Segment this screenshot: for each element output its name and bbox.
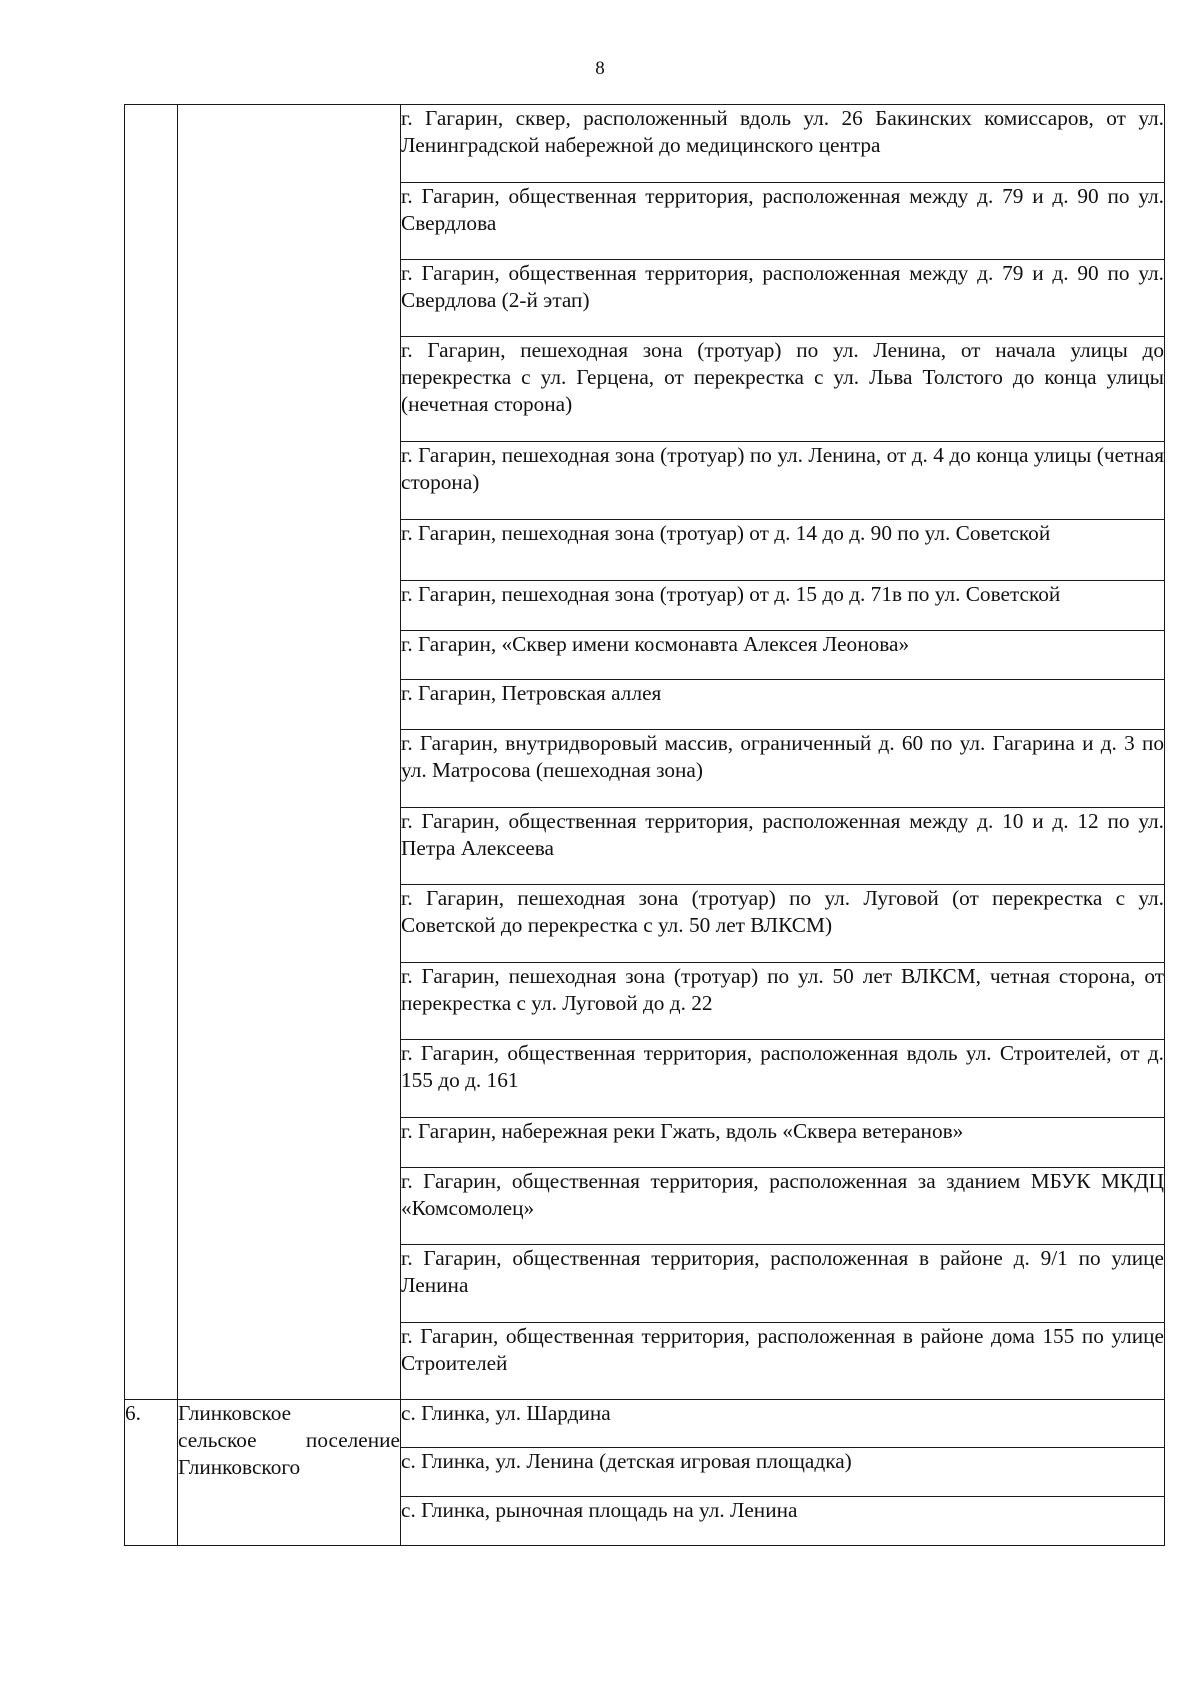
territory-cell: г. Гагарин, внутридворовый массив, ограниченный д. 60 по ул. Гагарина и д. 3 по ул. Матросова (пешеходная зона) — [401, 730, 1165, 808]
territory-cell: г. Гагарин, пешеходная зона (тротуар) от д. 15 до д. 71в по ул. Советской — [401, 581, 1165, 631]
settlement-cell — [178, 105, 401, 1400]
settlement-line: Глинковское — [178, 1401, 292, 1425]
territory-cell: г. Гагарин, пешеходная зона (тротуар) по ул. Ленина, от начала улицы до перекрестка с ул. Герцена, от перекрестка с ул. Льва Толстого до конца улицы (нечетная сторона) — [401, 337, 1165, 442]
territory-cell: г. Гагарин, общественная территория, расположенная в районе д. 9/1 по улице Ленина — [401, 1245, 1165, 1323]
territories-table — [124, 104, 1165, 1546]
territory-cell: г. Гагарин, пешеходная зона (тротуар) по ул. 50 лет ВЛКСМ, четная сторона, от перекрестка с ул. Луговой до д. 22 — [401, 963, 1165, 1040]
territory-cell: г. Гагарин, общественная территория, расположенная между д. 79 и д. 90 по ул. Свердлова — [401, 183, 1165, 260]
row-number-cell — [125, 105, 178, 1400]
territory-cell: г. Гагарин, пешеходная зона (тротуар) по ул. Ленина, от д. 4 до конца улицы (четная сторона) — [401, 442, 1165, 520]
territory-cell: с. Глинка, рыночная площадь на ул. Ленина — [401, 1497, 1165, 1546]
territory-cell: с. Глинка, ул. Шардина — [401, 1400, 1165, 1448]
settlement-line: Глинковского — [178, 1455, 301, 1479]
territory-cell: г. Гагарин, общественная территория, расположенная в районе дома 155 по улице Строителей — [401, 1323, 1165, 1400]
territory-cell: г. Гагарин, Петровская аллея — [401, 680, 1165, 730]
settlement-name — [178, 1400, 401, 1546]
row-number: 6. — [125, 1400, 178, 1546]
territory-cell: г. Гагарин, пешеходная зона (тротуар) по ул. Луговой (от перекрестка с ул. Советской до перекрестка с ул. 50 лет ВЛКСМ) — [401, 885, 1165, 963]
territory-cell: г. Гагарин, общественная территория, расположенная за зданием МБУК МКДЦ «Комсомолец» — [401, 1168, 1165, 1245]
territory-cell: с. Глинка, ул. Ленина (детская игровая площадка) — [401, 1448, 1165, 1497]
territory-cell: г. Гагарин, «Сквер имени космонавта Алексея Леонова» — [401, 631, 1165, 680]
territory-cell: г. Гагарин, общественная территория, расположенная между д. 10 и д. 12 по ул. Петра Алексеева — [401, 808, 1165, 885]
territory-cell: г. Гагарин, общественная территория, расположенная между д. 79 и д. 90 по ул. Свердлова (2-й этап) — [401, 260, 1165, 337]
territory-cell: г. Гагарин, набережная реки Гжать, вдоль «Сквера ветеранов» — [401, 1118, 1165, 1168]
settlement-line: сельское поселение — [178, 1428, 400, 1452]
territory-cell: г. Гагарин, общественная территория, расположенная вдоль ул. Строителей, от д. 155 до д. 161 — [401, 1040, 1165, 1118]
table-row — [125, 1400, 1165, 1448]
territory-cell: г. Гагарин, сквер, расположенный вдоль ул. 26 Бакинских комиссаров, от ул. Ленинградской набережной до медицинского центра — [401, 105, 1165, 183]
territory-cell: г. Гагарин, пешеходная зона (тротуар) от д. 14 до д. 90 по ул. Советской — [401, 520, 1165, 581]
page-number: 8 — [595, 58, 605, 79]
table-row — [125, 105, 1165, 183]
